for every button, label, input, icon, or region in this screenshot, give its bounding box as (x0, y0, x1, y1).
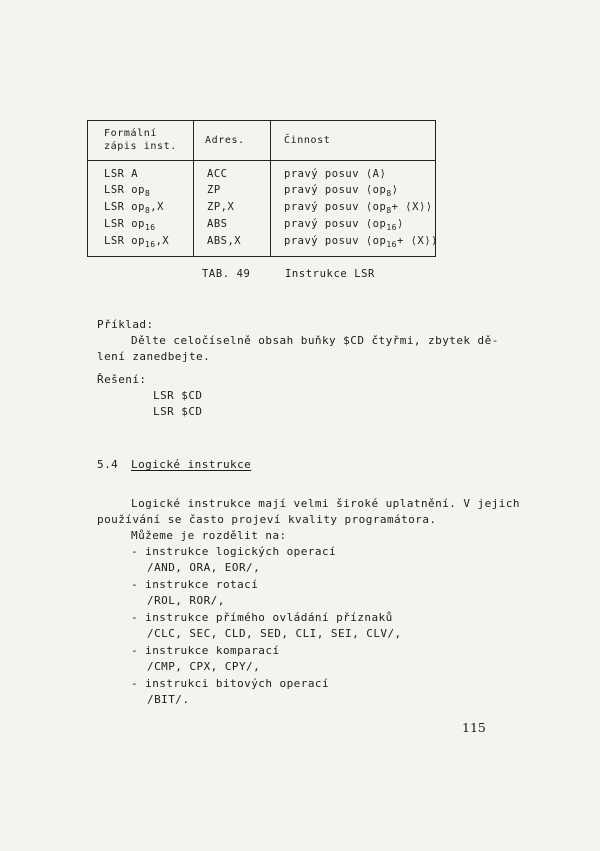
table-row-activity: pravý posuv ⟨A⟩ (284, 168, 387, 180)
list-item-detail: /CMP, CPX, CPY/, (147, 660, 261, 673)
body-paragraph-line2: používání se často projeví kvality programátora. (97, 513, 437, 526)
table-row-addr: ZP (207, 184, 221, 196)
list-item: - instrukce logických operací (131, 545, 337, 558)
example-text-line2: lení zanedbejte. (97, 350, 211, 363)
solution-code-line: LSR $CD (153, 405, 203, 418)
table-row-activity: pravý posuv $⟨op_{16}⟩$ (284, 218, 404, 232)
table-row-instr: LSR $op_8$ (104, 184, 151, 198)
table-caption-title: Instrukce LSR (285, 268, 375, 280)
example-heading: Příklad: (97, 318, 154, 331)
table-row-activity: pravý posuv $⟨op_8⟩$ (284, 184, 399, 198)
table-row-addr: ZP,X (207, 201, 235, 213)
table-row-addr: ACC (207, 168, 228, 180)
table-caption-label: TAB. 49 (202, 268, 251, 280)
list-item-detail: /BIT/. (147, 693, 190, 706)
list-item: - instrukce rotací (131, 578, 259, 591)
list-item-detail: /CLC, SEC, CLD, SED, CLI, SEI, CLV/, (147, 627, 402, 640)
table-row-addr: ABS,X (207, 235, 242, 247)
table-row-instr: LSR $op_{16}$ (104, 218, 156, 232)
list-item: - instrukce komparací (131, 644, 280, 657)
list-item-detail: /ROL, ROR/, (147, 594, 225, 607)
table-row-instr: LSR A (104, 168, 139, 180)
page-number: 115 (462, 720, 486, 735)
table-header-rule (88, 160, 435, 161)
example-text-line1: Dělte celočíselně obsah buňky $CD čtyřmi, zbytek dě- (131, 334, 499, 347)
section-title: Logické instrukce (131, 458, 252, 471)
body-paragraph-line1: Logické instrukce mají velmi široké uplatnění. V jejich (131, 497, 520, 510)
instruction-table (87, 120, 436, 257)
header-formal-line2: zápis inst. (104, 141, 177, 152)
solution-heading: Řešení: (97, 373, 147, 386)
table-row-addr: ABS (207, 218, 228, 230)
list-item: - instrukci bitových operací (131, 677, 330, 690)
solution-code-line: LSR $CD (153, 389, 203, 402)
table-row-instr: LSR $op_8,X$ (104, 201, 164, 215)
list-item-detail: /AND, ORA, EOR/, (147, 561, 261, 574)
table-row-activity: pravý posuv $⟨op_8+$ ⟨X⟩⟩ (284, 201, 433, 215)
header-formal (104, 127, 177, 153)
body-intro: Můžeme je rozdělit na: (131, 529, 287, 542)
header-activity: Činnost (284, 135, 331, 146)
table-row-activity: pravý posuv $⟨op_{16}+$ ⟨X⟩⟩ (284, 235, 438, 249)
table-row-instr: LSR $op_{16},X$ (104, 235, 170, 249)
table-divider (270, 121, 271, 256)
header-formal-line1: Formální (104, 128, 157, 139)
table-divider (193, 121, 194, 256)
header-addressing: Adres. (205, 135, 245, 146)
section-number: 5.4 (97, 458, 119, 471)
list-item: - instrukce přímého ovládání příznaků (131, 611, 393, 624)
